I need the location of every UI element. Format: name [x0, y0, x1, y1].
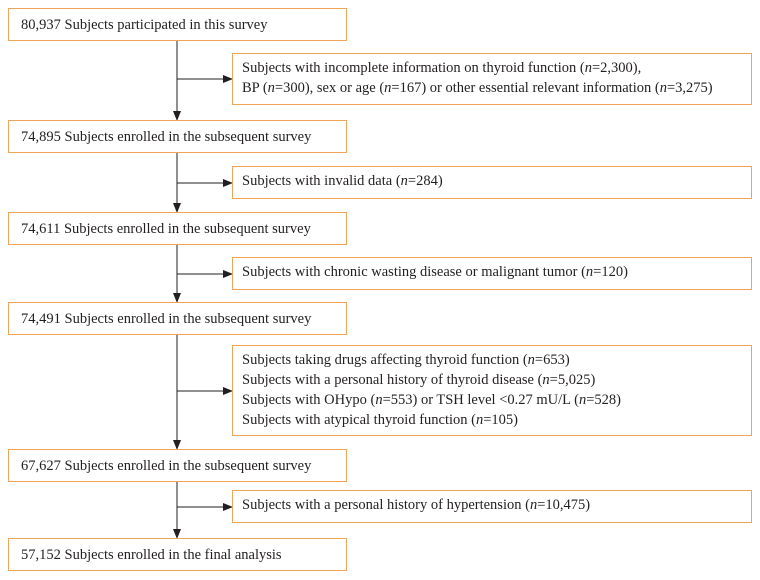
exclusion-text: =10,475)	[537, 497, 591, 513]
count-symbol: n	[529, 497, 538, 513]
count-symbol: n	[267, 80, 275, 96]
count-symbol: n	[527, 352, 535, 368]
exclusion-line	[242, 58, 751, 78]
flow-step-box	[8, 449, 347, 482]
flow-step-text: 74,895 Subjects enrolled in the subsequent survey	[21, 129, 312, 145]
exclusion-text: Subjects with atypical thyroid function (	[242, 412, 476, 428]
flow-step-box	[8, 120, 347, 153]
exclusion-box	[232, 53, 752, 105]
count-symbol: n	[578, 392, 587, 408]
exclusion-line	[242, 495, 751, 515]
count-symbol: n	[659, 80, 667, 96]
flow-step-text: 57,152 Subjects enrolled in the final analysis	[21, 547, 282, 563]
exclusion-line	[242, 410, 751, 430]
exclusion-text: =120)	[593, 264, 628, 280]
exclusion-box	[232, 257, 752, 290]
exclusion-line	[242, 78, 751, 98]
exclusion-text: BP (	[242, 80, 268, 96]
exclusion-text: Subjects with a personal history of hypertension (	[242, 497, 530, 513]
flow-step-box	[8, 8, 347, 41]
exclusion-text: =284)	[407, 173, 443, 189]
exclusion-text: =5,025)	[549, 372, 596, 388]
exclusion-text: =528)	[586, 392, 621, 408]
exclusion-text: =105)	[483, 412, 518, 428]
exclusion-line	[242, 262, 751, 282]
count-symbol: n	[584, 60, 592, 76]
exclusion-line	[242, 350, 751, 370]
exclusion-line	[242, 370, 751, 390]
exclusion-text: =300), sex or age (	[274, 80, 385, 96]
exclusion-text: Subjects with a personal history of thyroid disease (	[242, 372, 543, 388]
flow-step-box	[8, 538, 347, 571]
exclusion-text: Subjects with incomplete information on thyroid function (	[242, 60, 585, 76]
exclusion-box	[232, 166, 752, 199]
count-symbol: n	[542, 372, 550, 388]
exclusion-box	[232, 490, 752, 523]
exclusion-text: =167) or other essential relevant information (	[391, 80, 660, 96]
exclusion-text: =2,300),	[591, 60, 642, 76]
flow-step-box	[8, 302, 347, 335]
flow-step-text: 74,491 Subjects enrolled in the subsequent survey	[21, 311, 312, 327]
exclusion-line	[242, 390, 751, 410]
count-symbol: n	[384, 80, 392, 96]
exclusion-text: Subjects taking drugs affecting thyroid function (	[242, 352, 528, 368]
exclusion-box	[232, 345, 752, 436]
flow-step-text: 80,937 Subjects participated in this survey	[21, 17, 268, 33]
count-symbol: n	[585, 264, 594, 280]
exclusion-text: Subjects with chronic wasting disease or malignant tumor (	[242, 264, 586, 280]
exclusion-text: Subjects with invalid data (	[242, 173, 401, 189]
exclusion-text: =553) or TSH level <0.27 mU/L (	[382, 392, 579, 408]
count-symbol: n	[475, 412, 484, 428]
exclusion-text: =653)	[534, 352, 570, 368]
flow-step-box	[8, 212, 347, 245]
count-symbol: n	[375, 392, 383, 408]
exclusion-text: =3,275)	[666, 80, 713, 96]
exclusion-text: Subjects with OHypo (	[242, 392, 376, 408]
exclusion-line	[242, 171, 751, 191]
flow-step-text: 74,611 Subjects enrolled in the subsequent survey	[21, 221, 311, 237]
count-symbol: n	[400, 173, 408, 189]
flow-step-text: 67,627 Subjects enrolled in the subsequent survey	[21, 458, 312, 474]
